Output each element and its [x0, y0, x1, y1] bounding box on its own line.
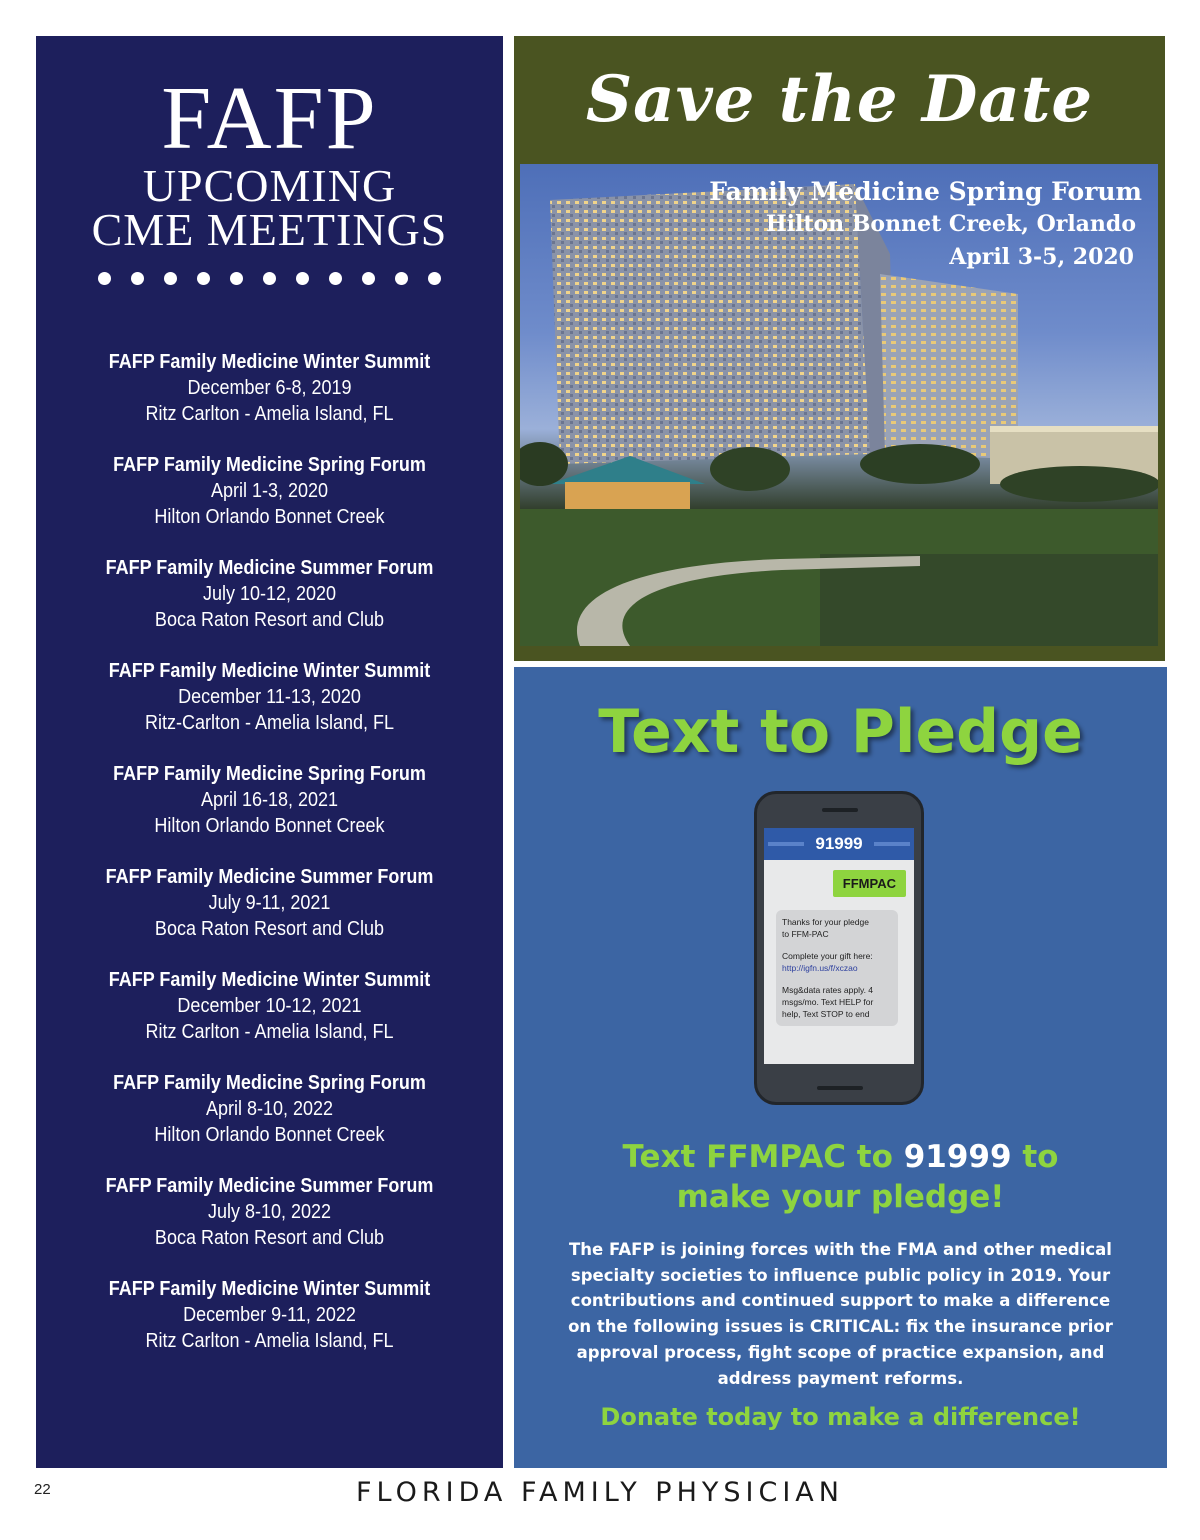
meeting-item: [36, 452, 503, 530]
meeting-dates: April 16-18, 2021: [200, 789, 339, 811]
meeting-item: [36, 658, 503, 736]
panel-subtitle-line1: UPCOMING: [142, 160, 397, 211]
cta-line2: make your pledge!: [676, 1179, 1005, 1215]
meeting-dates: July 10-12, 2020: [202, 583, 337, 605]
meeting-name: FAFP Family Medicine Winter Summit: [108, 351, 431, 373]
meeting-item: [36, 864, 503, 942]
meeting-list: [36, 349, 503, 1354]
reply-line: msgs/mo. Text HELP for: [782, 997, 874, 1007]
reply-line: to FFM-PAC: [782, 929, 829, 939]
panel-subtitle-line2: CME MEETINGS: [91, 204, 448, 255]
divider-dot: [131, 272, 144, 285]
incoming-message: [776, 910, 898, 1026]
reply-line: Thanks for your pledge: [782, 917, 869, 927]
meeting-item: [36, 1070, 503, 1148]
event-dates: April 3-5, 2020: [949, 244, 1134, 270]
page-number: 22: [34, 1481, 51, 1498]
meeting-location: Boca Raton Resort and Club: [154, 1227, 385, 1249]
text-to-pledge-panel: [514, 667, 1167, 1468]
divider-dot: [395, 272, 408, 285]
meeting-item: [36, 967, 503, 1045]
divider-dot: [428, 272, 441, 285]
phone-screen: [764, 828, 914, 1064]
cta-line1: [514, 1137, 1167, 1177]
meeting-name: FAFP Family Medicine Spring Forum: [113, 454, 426, 476]
meeting-item: [36, 1173, 503, 1251]
meeting-location: Boca Raton Resort and Club: [154, 609, 385, 631]
meeting-name: FAFP Family Medicine Summer Forum: [105, 1175, 434, 1197]
phone-icon: [754, 791, 924, 1105]
meeting-item: [36, 1276, 503, 1354]
bar-dash: [768, 842, 804, 846]
meeting-name: FAFP Family Medicine Winter Summit: [108, 969, 431, 991]
cta-part1: Text FFMPAC to: [622, 1139, 904, 1175]
reply-link[interactable]: http://igfn.us/f/xczao: [782, 963, 858, 973]
meeting-dates: April 8-10, 2022: [205, 1098, 334, 1120]
divider-dot: [164, 272, 177, 285]
divider-dot: [197, 272, 210, 285]
meeting-location: Ritz Carlton - Amelia Island, FL: [145, 403, 394, 425]
divider-dot: [230, 272, 243, 285]
bar-dash: [874, 842, 910, 846]
pledge-title: Text to Pledge: [598, 697, 1083, 767]
meeting-dates: December 11-13, 2020: [178, 686, 361, 708]
dot-divider: [36, 272, 503, 285]
event-name: Family Medicine Spring Forum: [709, 177, 1142, 206]
meeting-location: Boca Raton Resort and Club: [154, 918, 385, 940]
event-details: [709, 176, 1142, 274]
meeting-location: Hilton Orlando Bonnet Creek: [154, 506, 385, 528]
meeting-location: Hilton Orlando Bonnet Creek: [154, 1124, 385, 1146]
pledge-body-text: The FAFP is joining forces with the FMA and other medical specialty societies to influence public policy in 2019. Your contributions and continued support to make a difference on the following issues is CRITICAL: fix the insurance prior approval process, fight scope of practice expansion, and address payment reforms.: [568, 1240, 1113, 1388]
meeting-dates: December 9-11, 2022: [183, 1304, 356, 1326]
publication-title: FLORIDA FAMILY PHYSICIAN: [356, 1477, 844, 1508]
meeting-item: [36, 349, 503, 427]
meeting-dates: December 6-8, 2019: [187, 377, 352, 399]
meeting-name: FAFP Family Medicine Winter Summit: [108, 660, 431, 682]
panel-title: FAFP: [161, 69, 378, 168]
phone-header-bar: [764, 828, 914, 860]
reply-line: help, Text STOP to end: [782, 1009, 870, 1019]
reply-line: Complete your gift here:: [782, 951, 873, 961]
hotel-photo: [520, 164, 1158, 646]
meeting-name: FAFP Family Medicine Spring Forum: [113, 1072, 426, 1094]
outgoing-message: FFMPAC: [833, 870, 906, 897]
divider-dot: [362, 272, 375, 285]
phone-home-bar: [817, 1086, 863, 1090]
meeting-location: Ritz Carlton - Amelia Island, FL: [145, 1330, 394, 1352]
save-the-date-panel: [514, 36, 1165, 661]
divider-dot: [296, 272, 309, 285]
meeting-location: Hilton Orlando Bonnet Creek: [154, 815, 385, 837]
meeting-dates: July 8-10, 2022: [207, 1201, 332, 1223]
meeting-location: Ritz-Carlton - Amelia Island, FL: [144, 712, 395, 734]
event-venue: Hilton Bonnet Creek, Orlando: [765, 211, 1136, 237]
meeting-dates: July 9-11, 2021: [208, 892, 331, 914]
meeting-name: FAFP Family Medicine Summer Forum: [105, 866, 434, 888]
meeting-location: Ritz Carlton - Amelia Island, FL: [145, 1021, 394, 1043]
cta-part2: to: [1011, 1139, 1059, 1175]
phone-number: 91999: [815, 834, 863, 853]
upcoming-meetings-panel: [36, 36, 503, 1468]
meeting-name: FAFP Family Medicine Winter Summit: [108, 1278, 431, 1300]
pledge-call-to-action: [514, 1137, 1167, 1217]
donate-message: Donate today to make a difference!: [600, 1403, 1081, 1431]
divider-dot: [329, 272, 342, 285]
meeting-item: [36, 555, 503, 633]
divider-dot: [263, 272, 276, 285]
cta-number: 91999: [903, 1139, 1012, 1175]
phone-speaker: [822, 808, 858, 812]
reply-line: Msg&data rates apply. 4: [782, 985, 874, 995]
meeting-dates: April 1-3, 2020: [210, 480, 329, 502]
meeting-item: [36, 761, 503, 839]
divider-dot: [98, 272, 111, 285]
meeting-name: FAFP Family Medicine Summer Forum: [105, 557, 434, 579]
meeting-dates: December 10-12, 2021: [177, 995, 362, 1017]
meeting-name: FAFP Family Medicine Spring Forum: [113, 763, 426, 785]
save-the-date-title: Save the Date: [585, 62, 1094, 137]
